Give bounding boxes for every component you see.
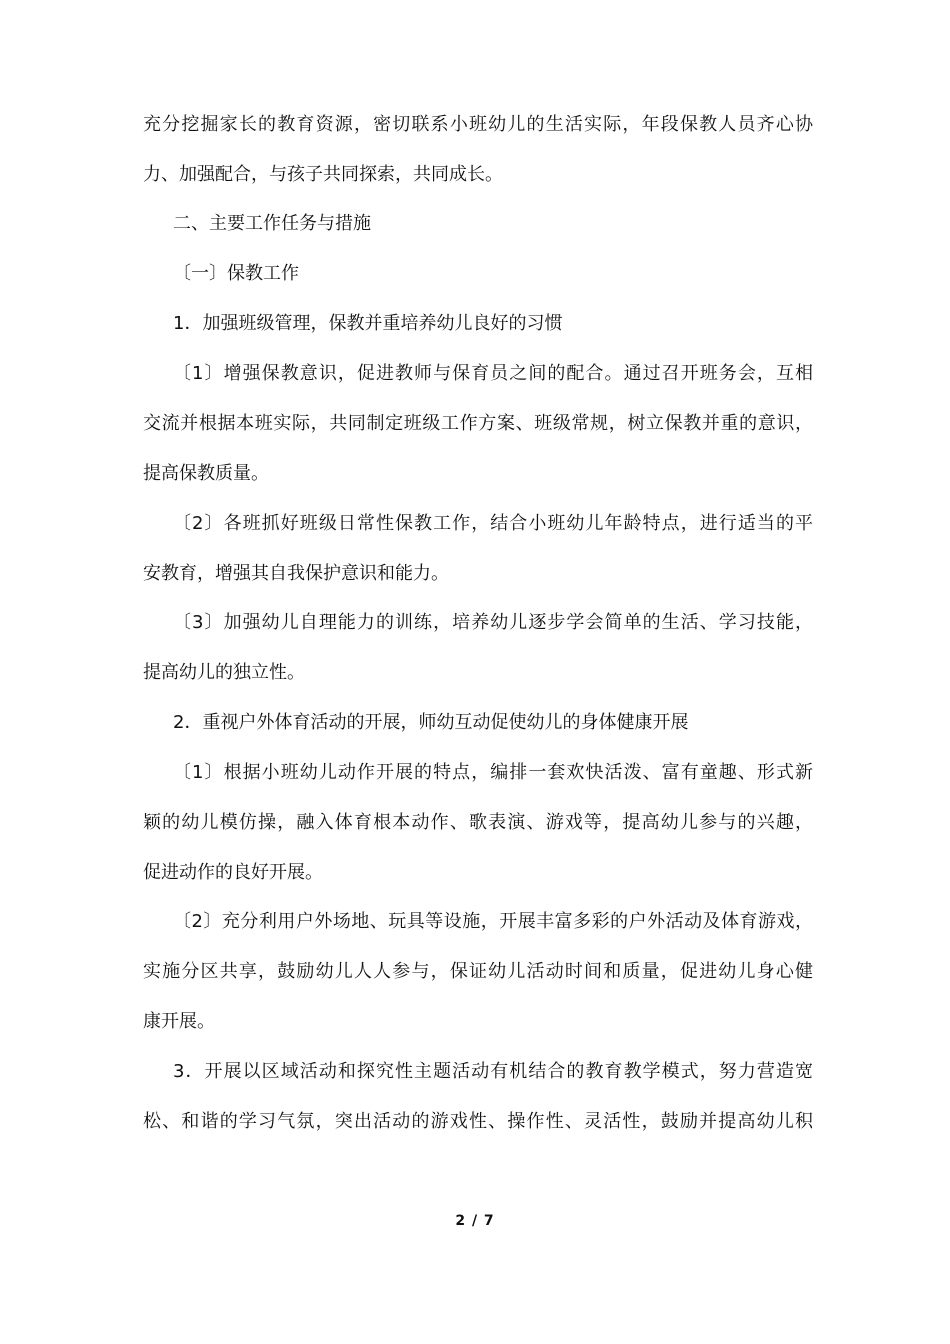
- item-heading: 2．重视户外体育活动的开展，师幼互动促使幼儿的身体健康开展: [173, 712, 689, 733]
- item-heading: 1．加强班级管理，保教并重培养幼儿良好的习惯: [173, 313, 563, 334]
- text-line: 颖的幼儿模仿操，融入体育根本动作、歌表演、游戏等，提高幼儿参与的兴趣，: [143, 812, 813, 833]
- text-line: 实施分区共享，鼓励幼儿人人参与，保证幼儿活动时间和质量，促进幼儿身心健: [143, 961, 813, 982]
- text-line: 〔3〕加强幼儿自理能力的训练，培养幼儿逐步学会简单的生活、学习技能，: [173, 612, 813, 633]
- text-line: 〔2〕充分利用户外场地、玩具等设施，开展丰富多彩的户外活动及体育游戏，: [173, 911, 813, 932]
- text-line: 提高幼儿的独立性。: [143, 662, 305, 683]
- text-line: 康开展。: [143, 1011, 215, 1032]
- subsection-heading: 〔一〕保教工作: [173, 263, 299, 284]
- text-line: 充分挖掘家长的教育资源，密切联系小班幼儿的生活实际，年段保教人员齐心协: [143, 114, 813, 135]
- page-number: 2 / 7: [455, 1213, 495, 1229]
- text-line: 安教育，增强其自我保护意识和能力。: [143, 563, 449, 584]
- text-line: 松、和谐的学习气氛，突出活动的游戏性、操作性、灵活性，鼓励并提高幼儿积: [143, 1111, 813, 1132]
- text-line: 力、加强配合，与孩子共同探索，共同成长。: [143, 164, 503, 185]
- text-line: 交流并根据本班实际，共同制定班级工作方案、班级常规，树立保教并重的意识，: [143, 413, 813, 434]
- text-line: 〔1〕增强保教意识，促进教师与保育员之间的配合。通过召开班务会，互相: [173, 363, 813, 384]
- text-line: 〔2〕各班抓好班级日常性保教工作，结合小班幼儿年龄特点，进行适当的平: [173, 513, 813, 534]
- section-heading: 二、主要工作任务与措施: [173, 213, 371, 234]
- text-line: 促进动作的良好开展。: [143, 862, 323, 883]
- text-line: 提高保教质量。: [143, 463, 269, 484]
- text-line: 3．开展以区域活动和探究性主题活动有机结合的教育教学模式，努力营造宽: [173, 1061, 813, 1082]
- text-line: 〔1〕根据小班幼儿动作开展的特点，编排一套欢快活泼、富有童趣、形式新: [173, 762, 813, 783]
